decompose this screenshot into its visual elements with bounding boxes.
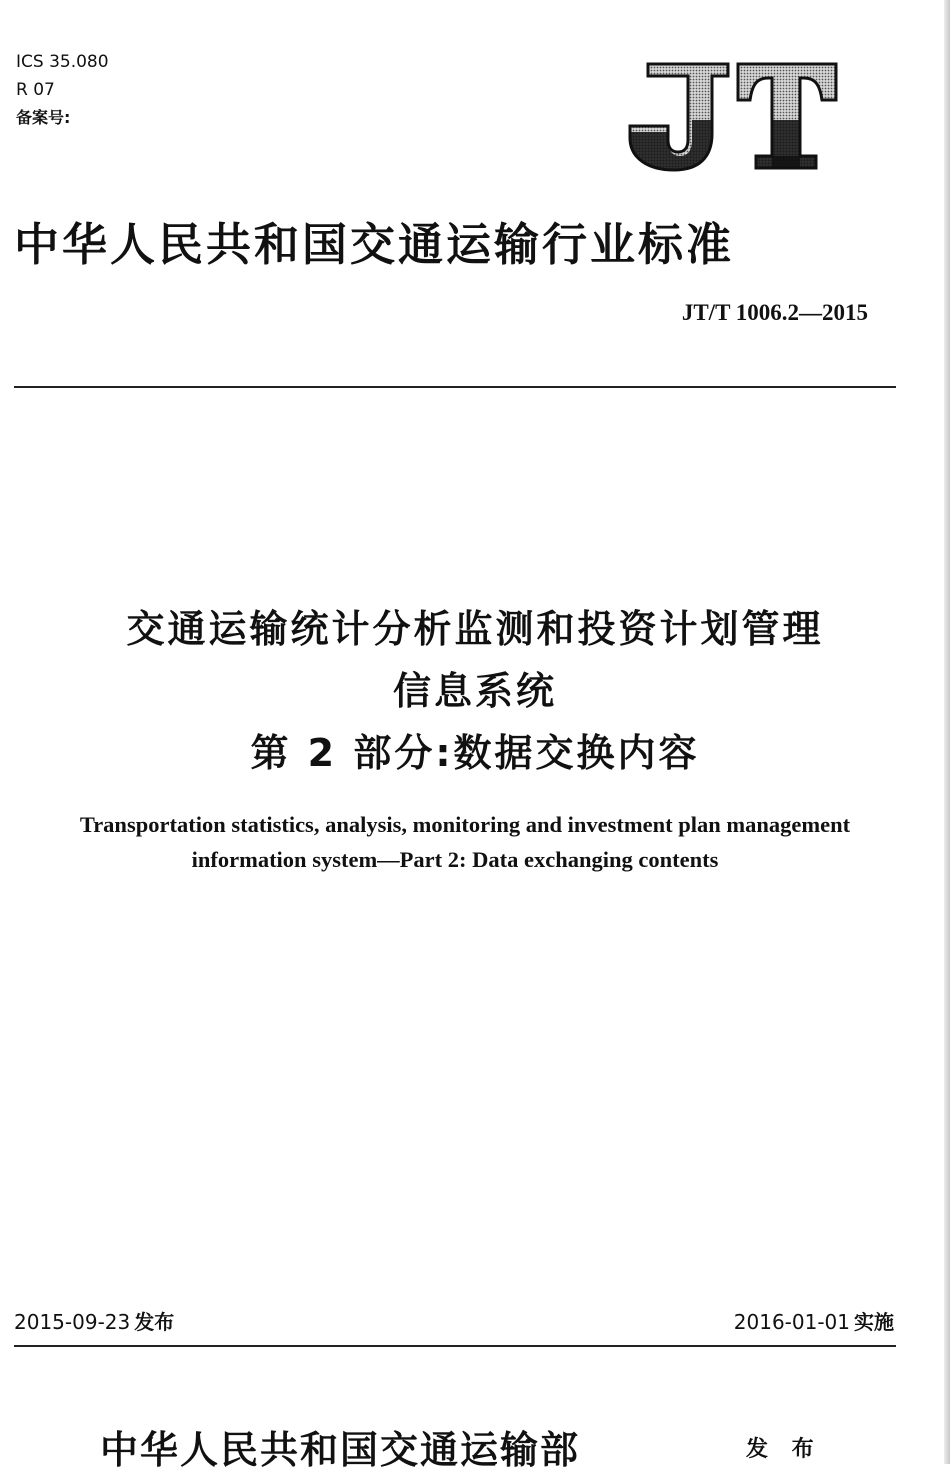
- issue-date-block: [14, 1306, 174, 1335]
- issue-date: 2015-09-23: [14, 1310, 131, 1334]
- chinese-title-line-1: 交通运输统计分析监测和投资计划管理: [126, 607, 824, 651]
- publisher-name: 中华人民共和国交通运输部: [100, 1427, 581, 1472]
- standard-number: JT/T 1006.2—2015: [681, 300, 868, 325]
- jt-logo-graphic: [626, 60, 840, 172]
- english-title-line-1: Transportation statistics, analysis, monitoring and investment plan management: [79, 812, 851, 837]
- filing-number-label: 备案号:: [16, 108, 71, 127]
- chinese-title-line-3: 第 2 部分:数据交换内容: [250, 731, 700, 775]
- bottom-divider: [14, 1345, 896, 1347]
- chinese-title-line-2: 信息系统: [392, 669, 557, 713]
- agency-standard-title: 中华人民共和国交通运输行业标准: [14, 218, 735, 271]
- english-title-line-2: information system—Part 2: Data exchanging contents: [191, 847, 719, 872]
- classification-block: [16, 48, 109, 132]
- ics-code: ICS 35.080: [16, 52, 109, 72]
- ccs-code: R 07: [16, 80, 55, 100]
- implementation-date: 2016-01-01: [733, 1310, 850, 1334]
- implementation-date-block: [734, 1306, 894, 1335]
- implementation-label: 实施: [854, 1310, 894, 1334]
- publish-label: 发 布: [746, 1437, 822, 1462]
- top-divider: [14, 386, 896, 388]
- jt-logo-icon: [626, 60, 840, 172]
- issue-label: 发布: [134, 1310, 175, 1334]
